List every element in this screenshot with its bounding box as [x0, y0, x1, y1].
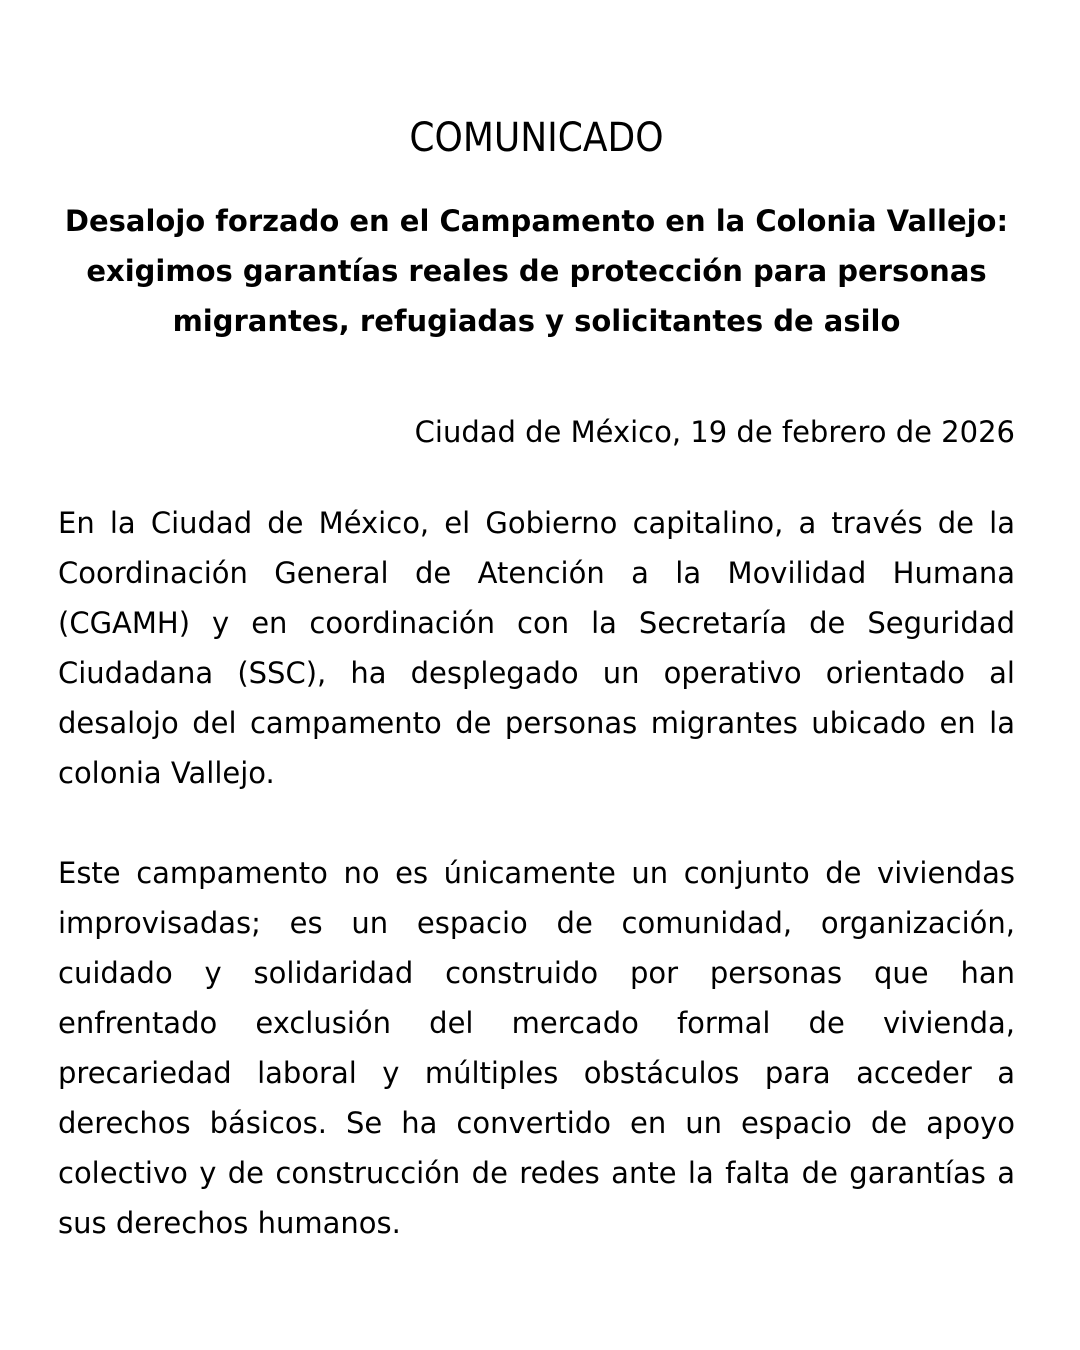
body-paragraph-2: Este campamento no es únicamente un conjunto de viviendas improvisadas; es un espacio de comunidad, organización, cuidado y solidaridad construido por personas que han enfrentado exclusión del mercado formal de vivienda, precariedad laboral y múltiples obstáculos para acceder a derechos básicos. Se ha convertido en un espacio de apoyo colectivo y de construcción de redes ante la falta de garantías a sus derechos humanos.: [58, 856, 1015, 1240]
body-paragraph-1: En la Ciudad de México, el Gobierno capitalino, a través de la Coordinación General de Atención a la Movilidad Humana (CGAMH) y en coordinación con la Secretaría de Seguridad Ciudadana (SSC), ha desplegado un operativo orientado al desalojo del campamento de personas migrantes ubicado en la colonia Vallejo.: [58, 506, 1015, 790]
document-title: COMUNICADO: [409, 115, 664, 161]
date-line: Ciudad de México, 19 de febrero de 2026: [414, 415, 1015, 449]
document-subtitle: Desalojo forzado en el Campamento en la Colonia Vallejo: exigimos garantías reales de protección para personas migrantes, refugiadas y solicitantes de asilo: [64, 204, 1009, 338]
